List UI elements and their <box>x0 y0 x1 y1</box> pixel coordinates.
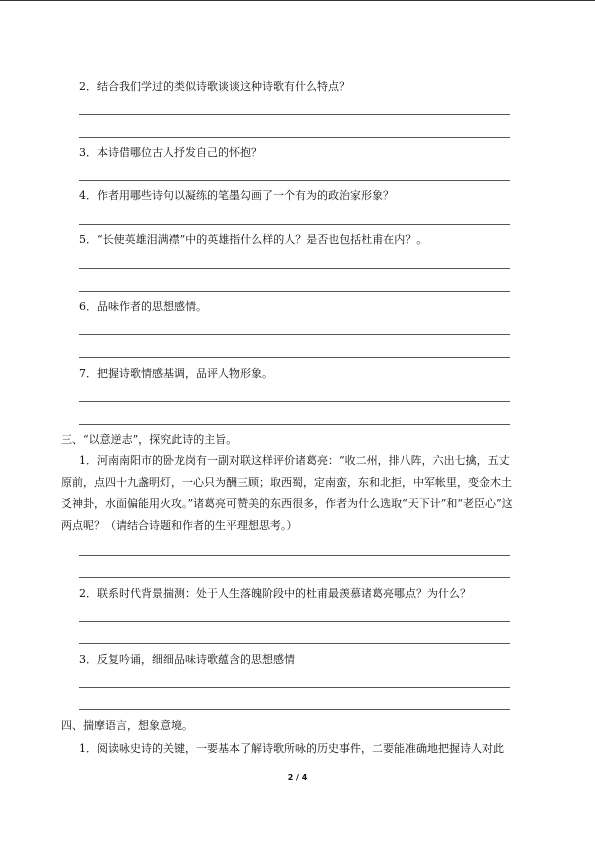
question-5: 5．“长使英雄泪满襟”中的英雄指什么样的人？是否也包括杜甫在内？。 <box>79 233 428 246</box>
answer-line[interactable] <box>79 643 510 644</box>
question-2: 2．结合我们学过的类似诗歌谈谈这种诗歌有什么特点？ <box>79 80 350 93</box>
answer-line[interactable] <box>79 709 510 710</box>
answer-line[interactable] <box>79 555 510 556</box>
section-3-question-2: 2．联系时代背景揣测：处于人生落魄阶段中的杜甫最羡慕诸葛亮哪点？为什么？ <box>79 587 471 600</box>
question-6: 6．品味作者的思想感情。 <box>79 300 207 313</box>
answer-line[interactable] <box>79 577 510 578</box>
answer-line[interactable] <box>79 401 510 402</box>
answer-line[interactable] <box>79 357 510 358</box>
question-3: 3．本诗借哪位古人抒发自己的怀抱？ <box>79 146 262 159</box>
answer-line[interactable] <box>79 687 510 688</box>
answer-line[interactable] <box>79 291 510 292</box>
question-7: 7．把握诗歌情感基调，品评人物形象。 <box>79 367 273 380</box>
answer-line[interactable] <box>79 424 510 425</box>
section-3-question-1: 1．河南南阳市的卧龙岗有一副对联这样评价诸葛亮：“收二州，排八阵，六出七擒，五丈原前，点四十九盏明灯，一心只为酬三顾；取西蜀，定南蛮，东和北拒，中军帐里，变金木土爻神卦，水面偏能用火攻。”诸葛亮可赞美的东西很多，作者为什么选取“天下计”和“老臣心”这两点呢？（请结合诗题和作者的生平理想思考。） <box>61 454 513 532</box>
page-number: 2 / 4 <box>287 773 308 782</box>
answer-line[interactable] <box>79 224 510 225</box>
section-4-heading: 四、揣摩语言，想象意境。 <box>61 719 193 732</box>
answer-line[interactable] <box>79 114 510 115</box>
section-3-question-3: 3．反复吟诵，细细品味诗歌蕴含的思想感情 <box>79 653 295 666</box>
section-3-heading: 三、“以意逆志”，探究此诗的主旨。 <box>61 433 238 446</box>
answer-line[interactable] <box>79 137 510 138</box>
answer-line[interactable] <box>79 268 510 269</box>
answer-line[interactable] <box>79 621 510 622</box>
question-4: 4．作者用哪些诗句以凝练的笔墨勾画了一个有为的政治家形象？ <box>79 189 394 202</box>
answer-line[interactable] <box>79 180 510 181</box>
answer-line[interactable] <box>79 334 510 335</box>
section-4-question-1: 1．阅读咏史诗的关键，一要基本了解诗歌所咏的历史事件，二要能准确地把握诗人对此 <box>79 742 504 755</box>
